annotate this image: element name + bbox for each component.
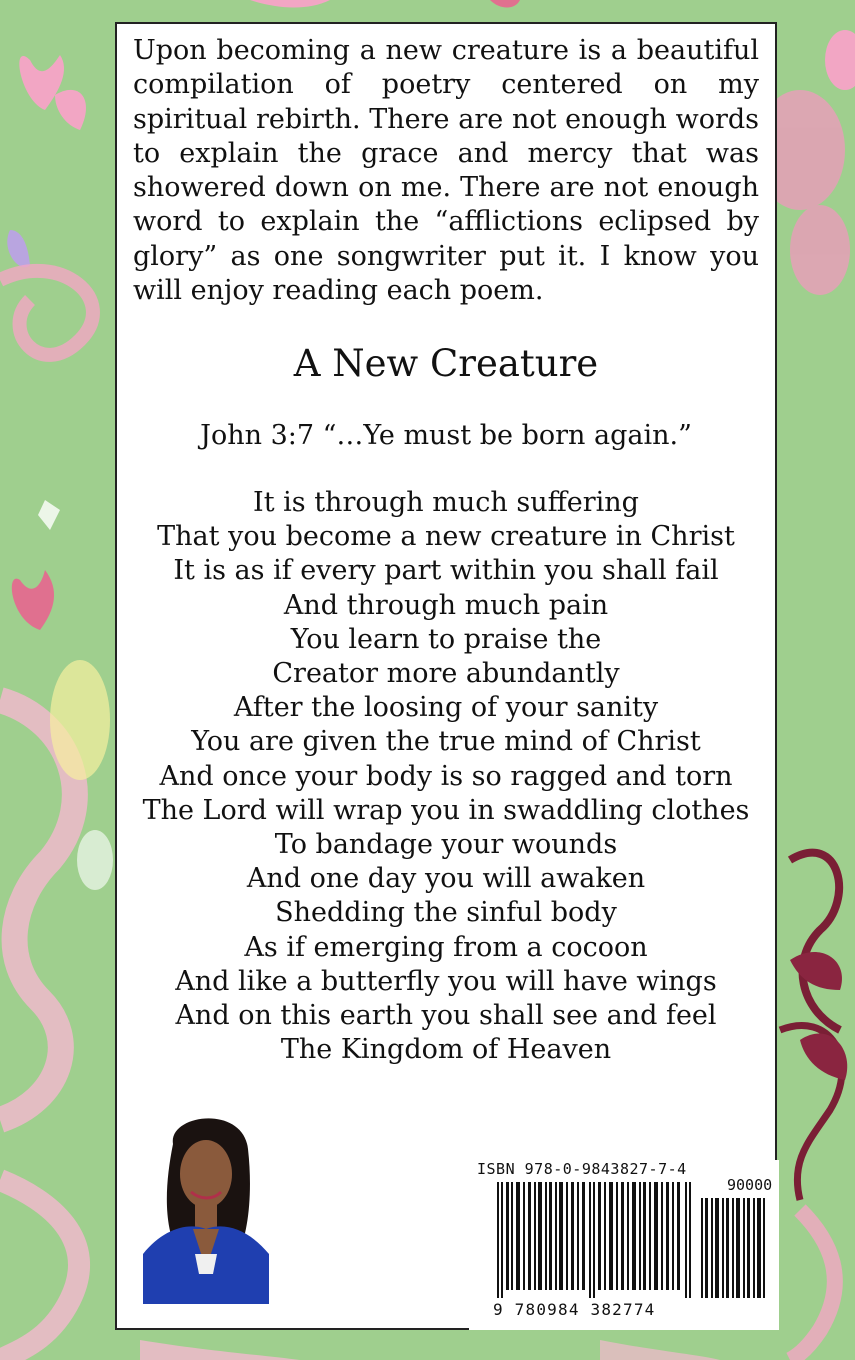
poem-line: And on this earth you shall see and feel <box>175 1000 717 1032</box>
poem-line: Creator more abundantly <box>272 658 620 690</box>
isbn-number: ISBN 978-0-9843827-7-4 <box>477 1160 687 1178</box>
poem-line: It is through much suffering <box>253 487 639 518</box>
poem-line: The Lord will wrap you in swaddling clothes <box>142 794 750 826</box>
leaf-icon <box>800 1034 847 1080</box>
poem-line: Shedding the sinful body <box>275 897 617 929</box>
floral-swirl-icon <box>0 1180 79 1360</box>
barcode-bars <box>497 1182 693 1298</box>
poem-line: The Kingdom of Heaven <box>280 1034 612 1066</box>
scripture-verse: John 3:7 “…Ye must be born again.” <box>200 420 692 451</box>
price-code: 90000 <box>727 1176 773 1194</box>
poem-line: And once your body is so ragged and torn <box>159 760 733 792</box>
poem-line: You are given the true mind of Christ <box>191 726 701 758</box>
price-barcode-bars <box>701 1198 767 1298</box>
poem-line: After the loosing of your sanity <box>233 692 659 724</box>
poem-line: And like a butterfly you will have wings <box>175 965 717 997</box>
poem-line: And through much pain <box>283 589 609 621</box>
back-cover-panel <box>115 22 777 1330</box>
poem-lines <box>117 486 775 1067</box>
poem-title: A New Creature <box>293 342 599 385</box>
poem-line: That you become a new creature in Christ <box>157 521 735 553</box>
isbn-barcode <box>469 1160 779 1330</box>
poem-line: You learn to praise the <box>290 623 602 655</box>
floral-swirl-icon <box>790 853 840 1030</box>
book-blurb: Upon becoming a new creature is a beautiful compilation of poetry centered on my spiritual rebirth. There are not enough words to explain the grace and mercy that was showered down on me. There are not enough word to explain the “afflictions eclipsed by glory” as one songwriter put it. I know you will enjoy reading each poem. <box>133 35 759 307</box>
butterfly-icon <box>7 230 30 267</box>
poem-line: As if emerging from a cocoon <box>244 931 648 963</box>
leaf-icon <box>790 952 842 990</box>
poem-line: And one day you will awaken <box>246 863 646 895</box>
poem-line: It is as if every part within you shall fail <box>173 555 719 587</box>
floral-swirl-icon <box>0 271 93 355</box>
butterfly-icon <box>19 55 86 130</box>
poem-line: To bandage your wounds <box>274 829 618 861</box>
author-photo <box>143 1104 269 1304</box>
butterfly-icon <box>38 500 60 530</box>
flower-icon <box>825 30 855 90</box>
butterfly-icon <box>12 570 54 630</box>
ean-digits: 9 780984 382774 <box>493 1300 656 1319</box>
